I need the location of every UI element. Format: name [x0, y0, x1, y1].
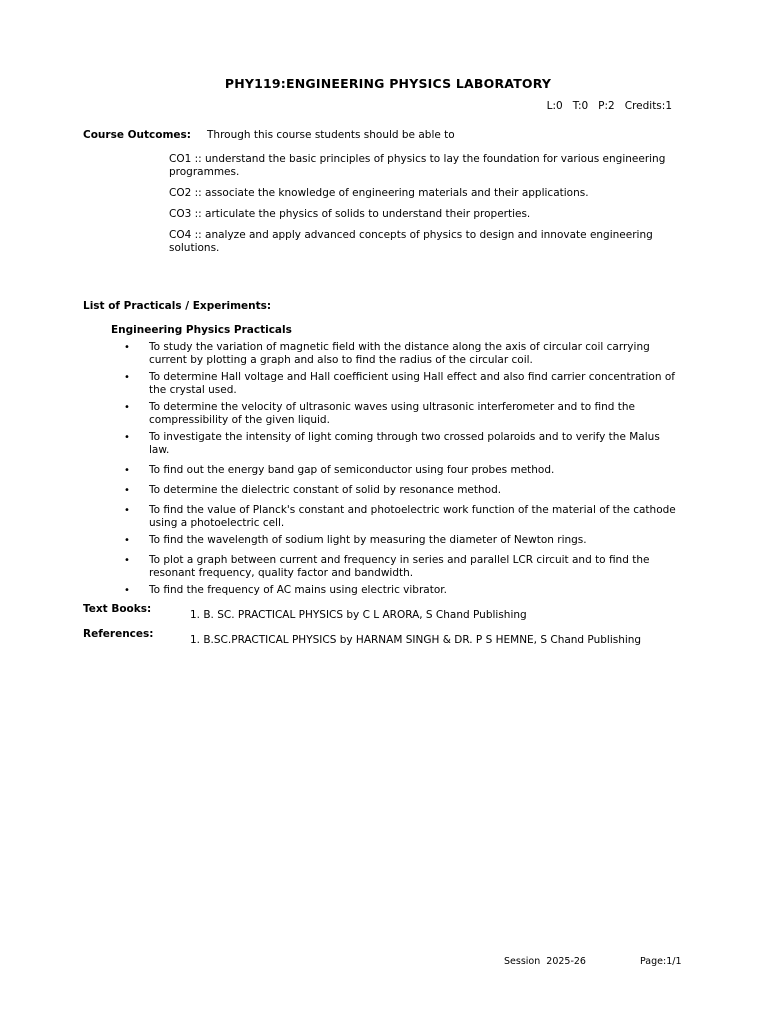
bullet-icon: •: [124, 402, 130, 413]
text-book-item: 1. B. SC. PRACTICAL PHYSICS by C L ARORA, S Chand Publishing: [190, 609, 527, 621]
list-item: [124, 341, 680, 367]
practical-hours: P:2: [598, 100, 615, 112]
ltp-credits-line: [547, 100, 672, 113]
practical-text: To determine the dielectric constant of solid by resonance method.: [149, 484, 502, 496]
bullet-icon: •: [124, 535, 130, 546]
course-outcomes-intro: Through this course students should be able to: [207, 129, 455, 141]
practicals-section-title: List of Practicals / Experiments:: [83, 300, 272, 312]
list-item: [124, 431, 680, 457]
list-item: [124, 504, 680, 530]
footer-page-number: Page:1/1: [640, 956, 682, 967]
practical-text: To plot a graph between current and frequency in series and parallel LCR circuit and to find the resonant frequency, quality factor and bandwidth.: [149, 554, 650, 579]
list-item: [124, 484, 680, 497]
text-books-label: Text Books:: [83, 603, 152, 615]
course-outcomes-list: [169, 153, 669, 263]
course-outcome-co4: CO4 :: analyze and apply advanced concepts of physics to design and innovate engineering solutions.: [169, 229, 653, 254]
bullet-icon: •: [124, 485, 130, 496]
list-item: [124, 464, 680, 477]
practical-text: To find the wavelength of sodium light by measuring the diameter of Newton rings.: [149, 534, 587, 546]
practical-text: To find out the energy band gap of semiconductor using four probes method.: [149, 464, 555, 476]
course-outcome-co2: CO2 :: associate the knowledge of engineering materials and their applications.: [169, 187, 589, 199]
practicals-sub-title: Engineering Physics Practicals: [111, 324, 292, 336]
bullet-icon: •: [124, 585, 130, 596]
bullet-icon: •: [124, 505, 130, 516]
practical-text: To investigate the intensity of light coming through two crossed polaroids and to verify the Malus law.: [149, 431, 660, 456]
course-outcome-co3: CO3 :: articulate the physics of solids to understand their properties.: [169, 208, 531, 220]
credits: Credits:1: [624, 100, 672, 112]
list-item: [124, 534, 680, 547]
list-item: [124, 584, 680, 597]
footer-session: Session 2025-26: [504, 956, 586, 967]
course-outcomes-label: Course Outcomes:: [83, 129, 191, 141]
practical-text: To study the variation of magnetic field with the distance along the axis of circular coil carrying current by plotting a graph and also to find the radius of the circular coil.: [149, 341, 650, 366]
bullet-icon: •: [124, 555, 130, 566]
list-item: [124, 554, 680, 580]
bullet-icon: •: [124, 342, 130, 353]
course-outcome-co1: CO1 :: understand the basic principles of physics to lay the foundation for various engineering programmes.: [169, 153, 666, 178]
bullet-icon: •: [124, 432, 130, 443]
lecture-hours: L:0: [546, 100, 563, 112]
practical-text: To determine Hall voltage and Hall coefficient using Hall effect and also find carrier concentration of the crystal used.: [149, 371, 675, 396]
practical-text: To find the frequency of AC mains using electric vibrator.: [149, 584, 447, 596]
references-label: References:: [83, 628, 154, 640]
practical-text: To determine the velocity of ultrasonic waves using ultrasonic interferometer and to find the compressibility of the given liquid.: [149, 401, 635, 426]
course-title: PHY119:ENGINEERING PHYSICS LABORATORY: [224, 76, 552, 91]
tutorial-hours: T:0: [572, 100, 589, 112]
bullet-icon: •: [124, 465, 130, 476]
reference-item: 1. B.SC.PRACTICAL PHYSICS by HARNAM SINGH & DR. P S HEMNE, S Chand Publishing: [190, 634, 642, 646]
bullet-icon: •: [124, 372, 130, 383]
practicals-list: [124, 341, 680, 601]
list-item: [124, 371, 680, 397]
practical-text: To find the value of Planck's constant and photoelectric work function of the material of the cathode using a photoelectric cell.: [149, 504, 676, 529]
list-item: [124, 401, 680, 427]
